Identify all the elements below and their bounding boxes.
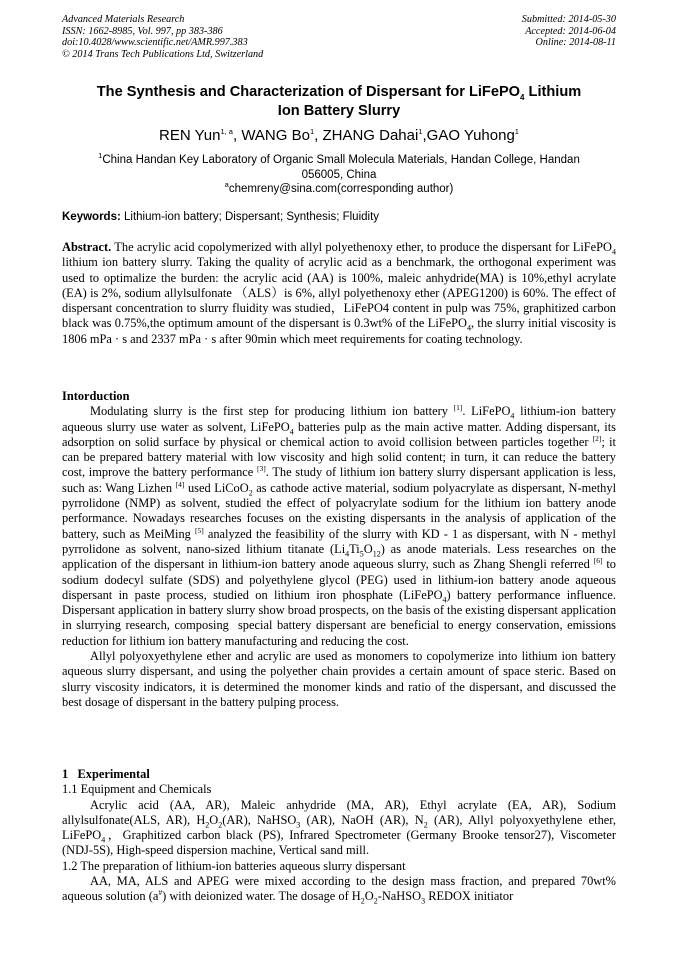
section-heading: Intorduction xyxy=(62,389,130,403)
keywords-label: Keywords: xyxy=(62,211,121,223)
doi-line: doi:10.4028/www.scientific.net/AMR.997.383 xyxy=(62,37,248,49)
accepted-date: Accepted: 2014-06-04 xyxy=(525,25,616,37)
keywords: Keywords: Lithium-ion battery; Dispersant; Synthesis; Fluidity xyxy=(62,211,380,223)
paper-title: The Synthesis and Characterization of Dispersant for LiFePO$_4$ Lithium Ion Battery Slurry xyxy=(96,84,582,119)
paragraph: Modulating slurry is the first step for producing lithium ion battery [1]. LiFePO$_4$ lithium-ion battery aqueous slurry use water as solvent, LiFePO$_4$ batteries pulp as the main active matter. Adding dispersant, its adsorption on solid surface by physical or chemical action to avoid collision between particles together [2]; it can be prepared battery material with low viscosity and high solid content; in turn, it can reduce the battery cost, improve the battery performance [3]. The study of lithium ion battery slurry dispersant application is less, such as: Wang Lizhen [4] used LiCoO$_2$ as cathode active material, sodium polyacrylate as dispersant, N-methyl pyrrolidone (NMP) as solvent, studied the effect of polyacrylate sodium for the lithium ion battery anode performance. Nowadays researches focuses on the existing dispersants in the analysis of application of the battery, such as MeiMing [5] analyzed the feasibility of the slurry with KD - 1 as dispersant, with N - methyl pyrrolidone as solvent, nano-sized lithium titanate $(Li_4Ti_5O_{12})$ as anode materials. Less researches on the application of the dispersant in lithium-ion battery anode aqueous slurry, such as Zhang Shengli referred [6] to sodium dodecyl sulfate (SDS) and polyethylene glycol (PEG) used in lithium-ion battery anode aqueous dispersant in paste process, studied on lithium iron phosphate (LiFePO$_4$) battery performance influence. Dispersant application in battery slurry show broad prospects, on the basis of the existing dispersant application in slurrying research, composing special battery dispersant are beneficial to energy conservation, emissions reduction for lithium ion battery manufacturing and reducing the cost. xyxy=(62,403,617,648)
section-heading: 1 Experimental xyxy=(62,767,150,781)
subsection-heading: 1.2 The preparation of lithium-ion batteries aqueous slurry dispersant xyxy=(62,858,406,873)
subsection-heading: 1.1 Equipment and Chemicals xyxy=(62,782,212,797)
paragraph: Acrylic acid (AA, AR), Maleic anhydride (MA, AR), Ethyl acrylate (EA, AR), Sodium allylsulfonate(ALS, AR), $H_2O_2(AR)$, NaHSO$_3$ (AR), NaOH (AR), $N_2$ (AR), Allyl polyoxyethylene ether, LiFePO$_4$，Graphitized carbon black (PS), Infrared Spectrometer (Germany Brooke tensor27), Viscometer (NDJ-5S), High-speed dispersion machine, Vertical sand mill. xyxy=(62,797,616,858)
author-name: REN Yun xyxy=(159,127,221,144)
submitted-date: Submitted: 2014-05-30 xyxy=(521,14,616,25)
author-list: REN Yun$^{1, a}$, WANG Bo$^1$, ZHANG Dahai$^1$,GAO Yuhong$^1$ xyxy=(159,127,519,144)
issn-line: ISSN: 1662-8985, Vol. 997, pp 383-386 xyxy=(62,25,223,37)
author-name: ZHANG Dahai xyxy=(322,127,419,144)
copyright-line: © 2014 Trans Tech Publications Ltd, Switzerland xyxy=(62,48,264,60)
abstract: Abstract. The acrylic acid copolymerized with allyl polyethenoxy ether, to produce the dispersant for LiFePO$_4$ lithium ion battery slurry. Taking the quality of acrylic acid as a benchmark, the orthogonal experiment was used to optimalize the burden: the acrylic acid (AA) is 100%, maleic anhydride(MA) is 10%,ethyl acrylate (EA) is 2%, sodium allylsulfonate （ALS）is 6%, allyl polyethenoxy ether (APEG1200) is 60%. The effect of dispersant concentration to slurry fluidity was studied，LiFePO4 content in pulp was 75%, graphitized carbon black was 0.75%,the optimum amount of the dispersant is 0.3wt% of the LiFePO$_4$, the slurry initial viscosity is 1806 mPa · s and 2337 mPa · s after 90min which meet requirements for coating technology. xyxy=(62,240,616,346)
paragraph: AA, MA, ALS and APEG were mixed according to the design mass fraction, and prepared 70wt% aqueous solution (a#) with deionized water. The dosage of $H_2O_2-NaHSO_3$ REDOX initiator xyxy=(62,874,616,906)
journal-header-left xyxy=(62,14,263,60)
journal-header-right xyxy=(522,14,616,49)
journal-name: Advanced Materials Research xyxy=(62,14,185,25)
author-name: GAO Yuhong xyxy=(426,127,515,144)
abstract-label: Abstract. xyxy=(62,240,112,254)
corresponding-email: chemreny@sina.com(corresponding author) xyxy=(228,183,454,195)
paragraph: Allyl polyoxyethylene ether and acrylic are used as monomers to copolymerize into lithium ion battery aqueous slurry dispersant, and using the polyether chain provides a certain amount of space steric. Based on slurry viscosity indicators, it is determined the monomer kinds and ratio of the dispersant, and discussed the best dosage of dispersant in the battery pulping process. xyxy=(62,649,616,709)
author-name: WANG Bo xyxy=(241,127,310,144)
experimental-section xyxy=(62,767,616,905)
affiliation: $^1$China Handan Key Laboratory of Organic Small Molecula Materials, Handan College, Handan 056005, China $^a$chemreny@sina.com(corresponding author) xyxy=(98,151,580,195)
introduction-section xyxy=(62,389,616,710)
online-date: Online: 2014-08-11 xyxy=(535,37,616,49)
